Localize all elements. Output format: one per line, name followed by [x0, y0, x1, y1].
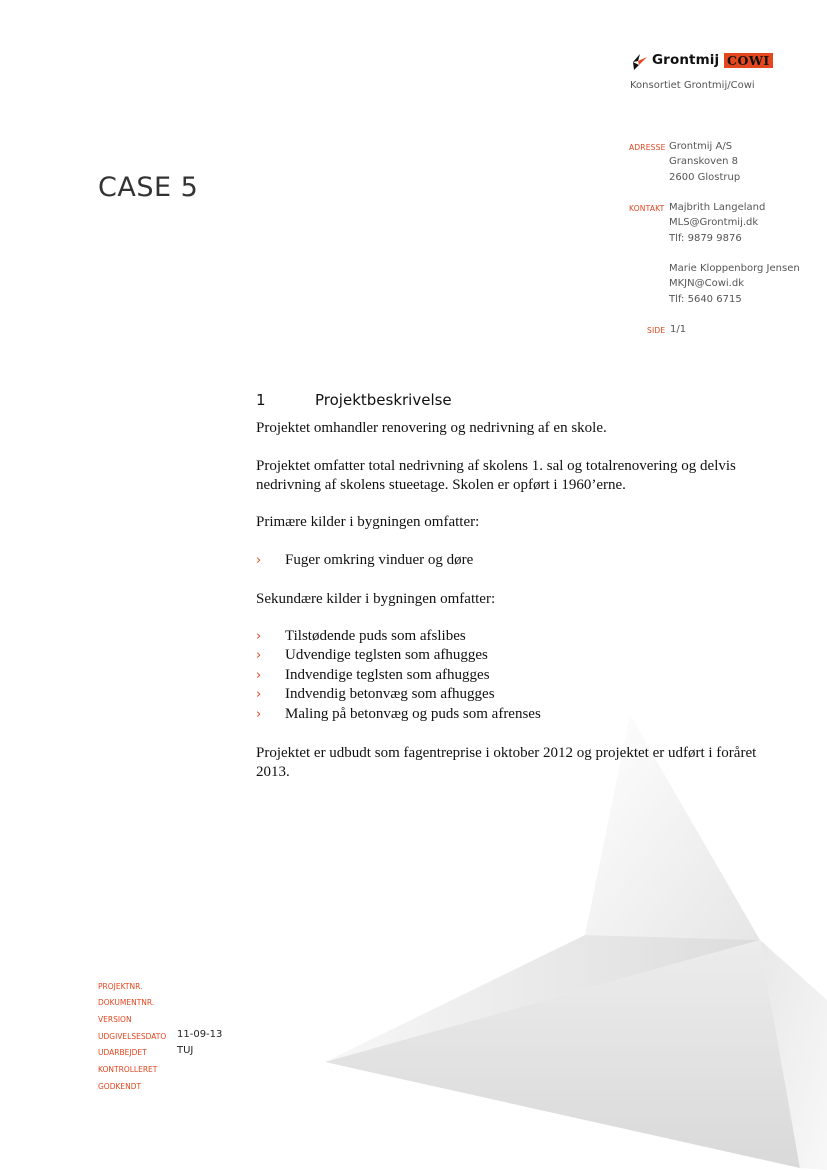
kontakt-line: Tlf: 9879 9876 — [669, 232, 742, 244]
logo-brand-name: Grontmij — [652, 52, 720, 68]
section-number: 1 — [256, 391, 266, 409]
list-item-text: Tilstødende puds som afslibes — [285, 628, 466, 644]
kontrolleret-label: KONTROLLERET — [98, 1065, 158, 1074]
kontakt-line: MLS@Grontmij.dk — [669, 217, 759, 229]
secondary-sources-intro: Sekundære kilder i bygningen omfatter: — [256, 591, 496, 607]
kontakt-line: Marie Kloppenborg Jensen — [669, 263, 800, 274]
list-item — [256, 551, 473, 570]
list-item — [256, 627, 541, 646]
bullet-chevron-icon: › — [256, 629, 262, 644]
udgivelsesdato-value: 11-09-13 — [177, 1029, 223, 1040]
list-item — [256, 685, 541, 704]
bullet-chevron-icon: › — [256, 648, 262, 664]
adresse-line: Grontmij A/S — [669, 141, 733, 152]
list-item — [256, 705, 541, 724]
paragraph-intro: Projektet omhandler renovering og nedrivning af en skole. — [256, 420, 607, 436]
paragraph-line: 2013. — [256, 763, 290, 780]
primary-sources-intro: Primære kilder i bygningen omfatter: — [256, 514, 480, 530]
list-item-text: Indvendige teglsten som afhugges — [285, 666, 490, 683]
paragraph-scope — [256, 457, 776, 494]
kontakt-block-1 — [669, 200, 765, 246]
kontakt-label: KONTAKT — [629, 204, 665, 213]
section-title: Projektbeskrivelse — [315, 391, 452, 409]
list-item — [256, 646, 541, 665]
adresse-label: ADRESSE — [629, 143, 666, 152]
udgivelsesdato-label: UDGIVELSESDATO — [98, 1032, 167, 1041]
list-item-text: Indvendig betonvæg som afhugges — [285, 686, 495, 703]
kontakt-block-2 — [669, 261, 800, 307]
primary-sources-list — [256, 551, 473, 570]
udarbejdet-label: UDARBEJDET — [98, 1048, 147, 1057]
list-item — [256, 666, 541, 685]
bullet-chevron-icon: › — [256, 553, 262, 568]
list-item-text: Fuger omkring vinduer og døre — [285, 552, 474, 568]
dokumentnr-label: DOKUMENTNR. — [98, 998, 155, 1007]
paragraph-line: Projektet omfatter total nedrivning af skolens 1. sal og totalrenovering og delvis — [256, 458, 736, 474]
logo-partner-name: COWI — [724, 53, 773, 68]
adresse-line: 2600 Glostrup — [669, 171, 741, 183]
bullet-chevron-icon: › — [256, 687, 262, 703]
bullet-chevron-icon: › — [256, 706, 262, 722]
kontakt-line: Majbrith Langeland — [669, 202, 766, 213]
grontmij-logo-icon — [630, 51, 650, 71]
case-title: CASE 5 — [98, 172, 199, 203]
godkendt-label: GODKENDT — [98, 1082, 142, 1091]
adresse-block — [669, 139, 740, 185]
paragraph-line: nedrivning af skolens stueetage. Skolen er opført i 1960’erne. — [256, 476, 626, 493]
bullet-chevron-icon: › — [256, 667, 262, 683]
side-value: 1/1 — [670, 324, 687, 335]
konsortiet-text: Konsortiet Grontmij/Cowi — [630, 80, 755, 91]
kontakt-line: MKJN@Cowi.dk — [669, 278, 744, 290]
secondary-sources-list — [256, 627, 541, 724]
company-logo — [630, 50, 770, 74]
kontakt-line: Tlf: 5640 6715 — [669, 293, 742, 305]
version-label: VERSION — [98, 1015, 132, 1024]
side-label: SIDE — [647, 326, 666, 335]
paragraph-closing — [256, 744, 776, 781]
projektnr-label: PROJEKTNR. — [98, 982, 143, 991]
list-item-text: Maling på betonvæg og puds som afrenses — [285, 705, 541, 722]
list-item-text: Udvendige teglsten som afhugges — [285, 647, 488, 664]
adresse-line: Granskoven 8 — [669, 156, 739, 168]
paragraph-line: Projektet er udbudt som fagentreprise i oktober 2012 og projektet er udført i foråret — [256, 745, 757, 761]
udarbejdet-value: TUJ — [177, 1045, 194, 1056]
